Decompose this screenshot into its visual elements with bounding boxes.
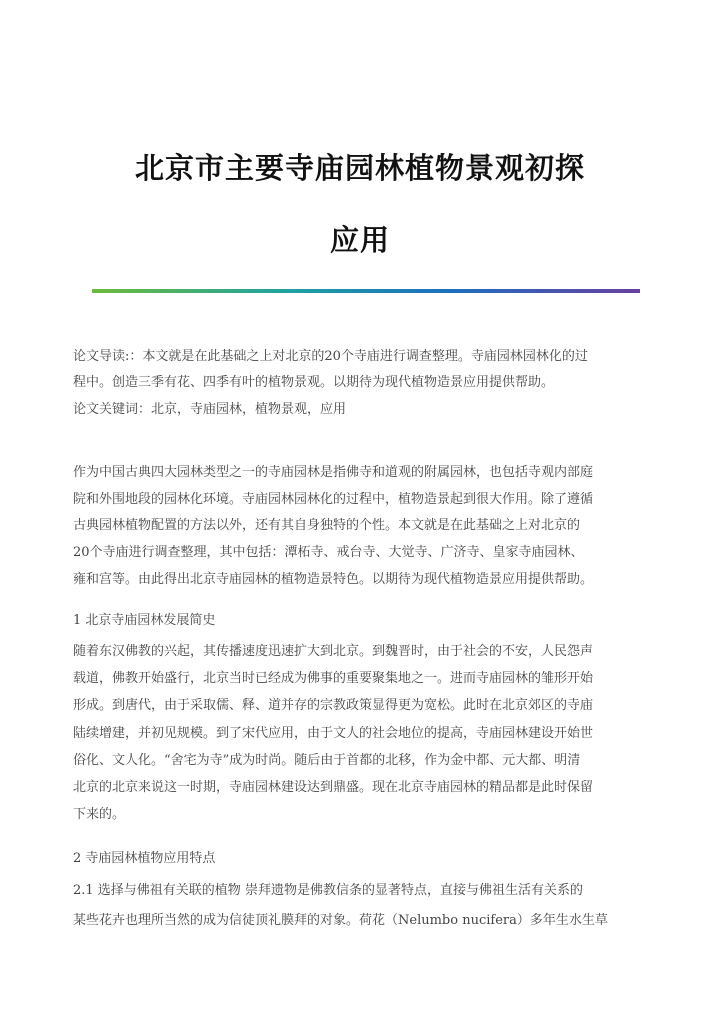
abstract-line: 论文导读:：本文就是在此基础之上对北京的20个寺庙进行调查整理。寺庙园林园林化的过	[73, 349, 588, 364]
section-heading-history: 1 北京寺庙园林发展简史	[73, 613, 216, 628]
subsection-line: 某些花卉也理所当然的成为信徒顶礼膜拜的对象。荷花（Nelumbo nucifera）多年生水生草	[73, 913, 608, 928]
abstract-line: 程中。创造三季有花、四季有叶的植物景观。以期待为现代植物造景应用提供帮助。	[73, 374, 555, 390]
history-line: 陆续增建，并初见规模。到了宋代应用，由于文人的社会地位的提高，寺庙园林建设开始世	[73, 725, 594, 741]
intro-paragraph	[73, 460, 653, 594]
intro-line: 作为中国古典四大园林类型之一的寺庙园林是指佛寺和道观的附属园林，也包括寺观内部庭	[73, 465, 594, 480]
section-heading-features: 2 寺庙园林植物应用特点	[73, 851, 216, 866]
history-line: 形成。到唐代，由于采取儒、释、道并存的宗教政策显得更为宽松。此时在北京郊区的寺庙	[73, 698, 594, 714]
keywords-line: 论文关键词：北京，寺庙园林，植物景观，应用	[73, 402, 347, 417]
intro-line: 院和外围地段的园林化环境。寺庙园林园林化的过程中，植物造景起到很大作用。除了遵循	[73, 491, 594, 507]
history-line: 俗化、文人化。“舍宅为寺”成为时尚。随后由于首都的北移，作为金中都、元大都、明清	[73, 752, 581, 768]
history-line: 随着东汉佛教的兴起，其传播速度迅速扩大到北京。到魏晋时，由于社会的不安，人民怨声	[73, 644, 594, 659]
history-line: 北京的北京来说这一时期，寺庙园林建设达到鼎盛。现在北京寺庙园林的精品都是此时保留	[73, 780, 594, 796]
title-divider	[92, 289, 640, 293]
subsection-line: 2.1 选择与佛祖有关联的植物 崇拜遗物是佛教信条的显著特点，直接与佛祖生活有关系的	[73, 883, 583, 898]
history-line: 载道，佛教开始盛行，北京当时已经成为佛事的重要聚集地之一。进而寺庙园林的雏形开始	[73, 671, 594, 687]
subsection-2-1-paragraph	[73, 876, 653, 936]
document-title: 北京市主要寺庙园林植物景观初探	[134, 151, 585, 185]
intro-line: 20个寺庙进行调查整理，其中包括：潭柘寺、戒台寺、大觉寺、广济寺、皇家寺庙园林、	[73, 545, 584, 561]
intro-line: 古典园林植物配置的方法以外，还有其自身独特的个性。本文就是在此基础之上对北京的	[73, 518, 581, 534]
intro-line: 雍和宫等。由此得出北京寺庙园林的植物造景特色。以期待为现代植物造景应用提供帮助。	[73, 571, 594, 587]
history-paragraph	[73, 638, 653, 828]
history-line: 下来的。	[73, 807, 126, 823]
document-title-continued: 应用	[329, 223, 390, 257]
abstract-paragraph	[73, 344, 653, 395]
